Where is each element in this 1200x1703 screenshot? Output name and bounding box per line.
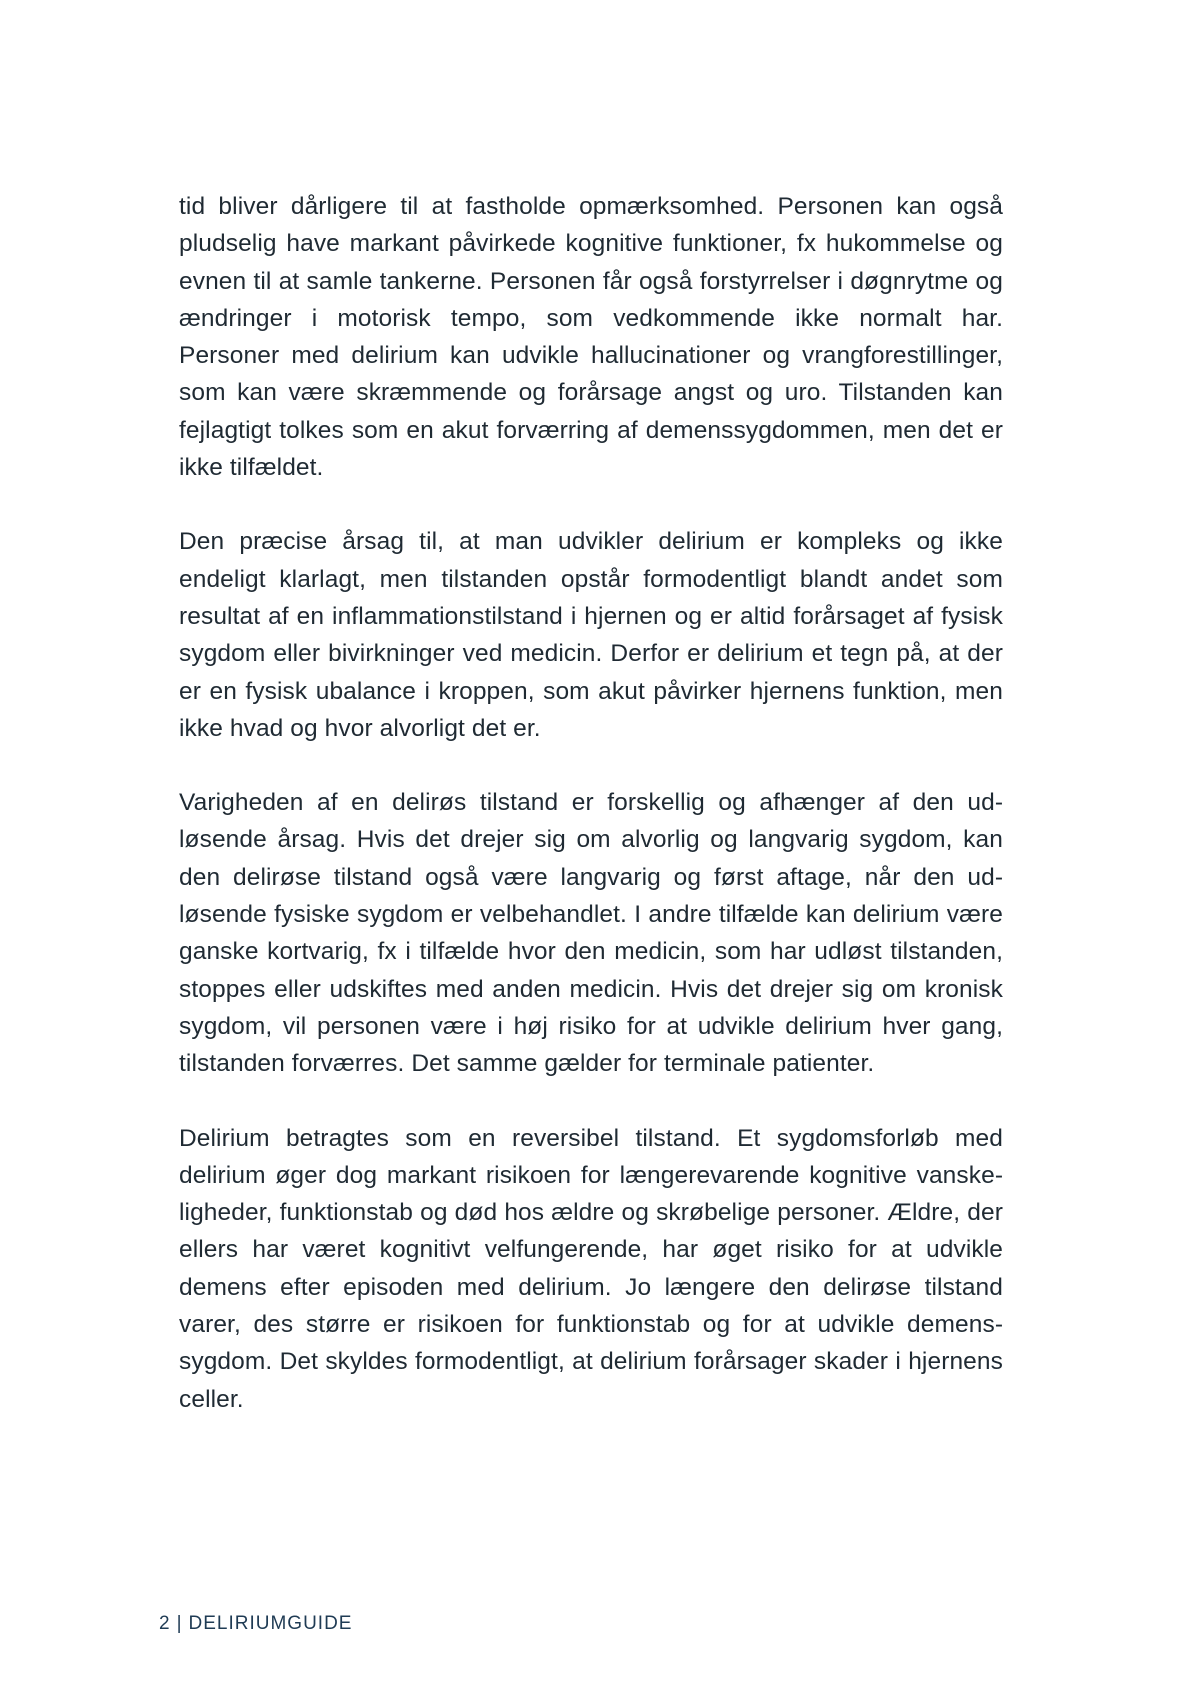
page-footer [159, 1613, 352, 1635]
paragraph: Den præcise årsag til, at man udvikler delirium er kompleks og ikke endeligt klarlagt, men tilstanden opstår formodentligt blandt andet som resultat af en inflammationstilstand i hjernen og er altid forårsaget af fysisk sygdom eller bivirkninger ved medicin. Derfor er delirium et tegn på, at der er en fysisk ubalance i kroppen, som akut påvirker hjernens funktion, men ikke hvad og hvor alvorligt det er. [179, 528, 1003, 742]
document-title: DELIRIUMGUIDE [188, 1613, 353, 1634]
paragraph: tid bliver dårligere til at fastholde opmærksomhed. Personen kan også pludselig have markant påvirkede kognitive funktioner, fx hukommelse og evnen til at samle tankerne. Personen får også forstyrrelser i døgnrytme og ændringer i motorisk tempo, som vedkommende ikke normalt har. Personer med delirium kan udvikle hallucinationer og vrangforestillinger, som kan være skræmmende og forårsage angst og uro. Tilstanden kan fejlagtigt tolkes som en akut forværring af demenssygdommen, men det er ikke tilfældet. [179, 193, 1003, 482]
body-text [179, 188, 1003, 1455]
footer-separator: | [176, 1613, 183, 1634]
paragraph: Varigheden af en delirøs tilstand er forskellig og afhænger af den udløsende årsag. Hvis det drejer sig om alvorlig og langvarig sygdom, kan den delirøse tilstand også være langvarig og først aftage, når den udløsende fysiske sygdom er velbehandlet. I andre tilfælde kan delirium være ganske kortvarig, fx i tilfælde hvor den medicin, som har udløst tilstanden, stoppes eller udskiftes med anden medicin. Hvis det drejer sig om kronisk sygdom, vil personen være i høj risiko for at udvikle delirium hver gang, tilstanden forværres. Det samme gælder for terminale patienter. [179, 789, 1003, 1078]
paragraph: Delirium betragtes som en reversibel tilstand. Et sygdomsforløb med delirium øger dog markant risikoen for længerevarende kognitive vanskeligheder, funktionstab og død hos ældre og skrøbelige personer. Ældre, der ellers har været kognitivt velfungerende, har øget risiko for at udvikle demens efter episoden med delirium. Jo længere den delirøse tilstand varer, des større er risikoen for funktionstab og for at udvikle demenssygdom. Det skyldes formodentligt, at delirium forårsager skader i hjernens celler. [179, 1124, 1003, 1413]
page-number: 2 [159, 1613, 171, 1634]
